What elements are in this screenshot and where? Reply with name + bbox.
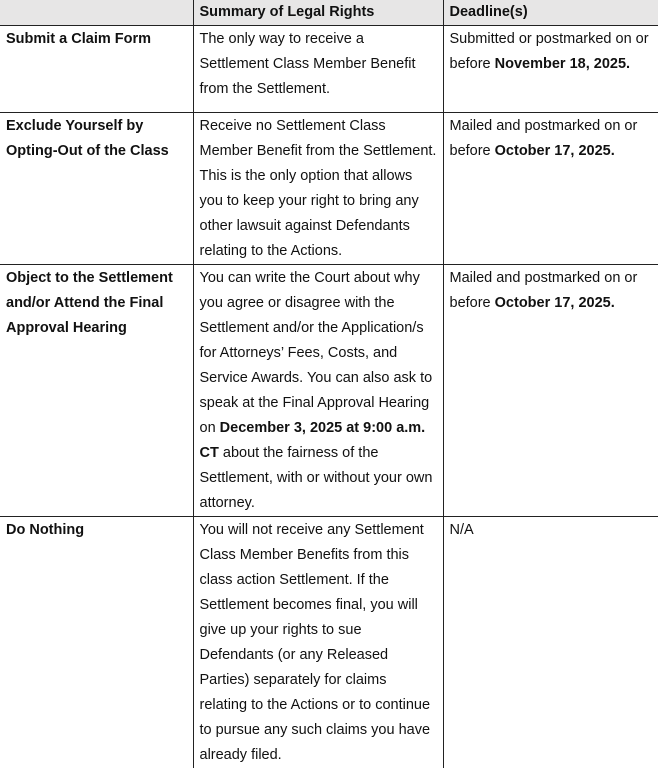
row-summary: Receive no Settlement Class Member Benefit from the Settlement. This is the only option that allows you to keep your right to bring any other lawsuit against Defendants relating to the Actions. [193,113,443,265]
table-row [0,517,658,768]
row-action: Do Nothing [0,517,193,768]
header-action [0,0,193,26]
row-deadline: Mailed and postmarked on or before October 17, 2025. [443,265,658,517]
header-summary: Summary of Legal Rights [193,0,443,26]
header-deadline: Deadline(s) [443,0,658,26]
deadline-date: October 17, 2025. [495,143,615,159]
row-deadline: Mailed and postmarked on or before October 17, 2025. [443,113,658,265]
row-summary: You will not receive any Settlement Class Member Benefits from this class action Settlement. If the Settlement becomes final, you will give up your rights to sue Defendants (or any Released Parties) separately for claims relating to the Actions or to continue to pursue any such claims you have already filed. [193,517,443,768]
table-row [0,26,658,113]
row-summary: You can write the Court about why you agree or disagree with the Settlement and/or the Application/s for Attorneys’ Fees, Costs, and Service Awards. You can also ask to speak at the Final Approval Hearing on December 3, 2025 at 9:00 a.m. CT about the fairness of the Settlement, with or without your own attorney. [193,265,443,517]
row-action: Submit a Claim Form [0,26,193,113]
row-summary: The only way to receive a Settlement Class Member Benefit from the Settlement. [193,26,443,113]
row-action: Object to the Settlement and/or Attend the Final Approval Hearing [0,265,193,517]
table-row [0,265,658,517]
hearing-date: December 3, 2025 at 9:00 a.m. CT [200,420,426,461]
deadline-date: November 18, 2025. [495,56,630,72]
row-action: Exclude Yourself by Opting-Out of the Class [0,113,193,265]
deadline-date: October 17, 2025. [495,295,615,311]
row-deadline: N/A [443,517,658,768]
row-deadline: Submitted or postmarked on or before November 18, 2025. [443,26,658,113]
table-row [0,113,658,265]
table-header-row [0,0,658,26]
